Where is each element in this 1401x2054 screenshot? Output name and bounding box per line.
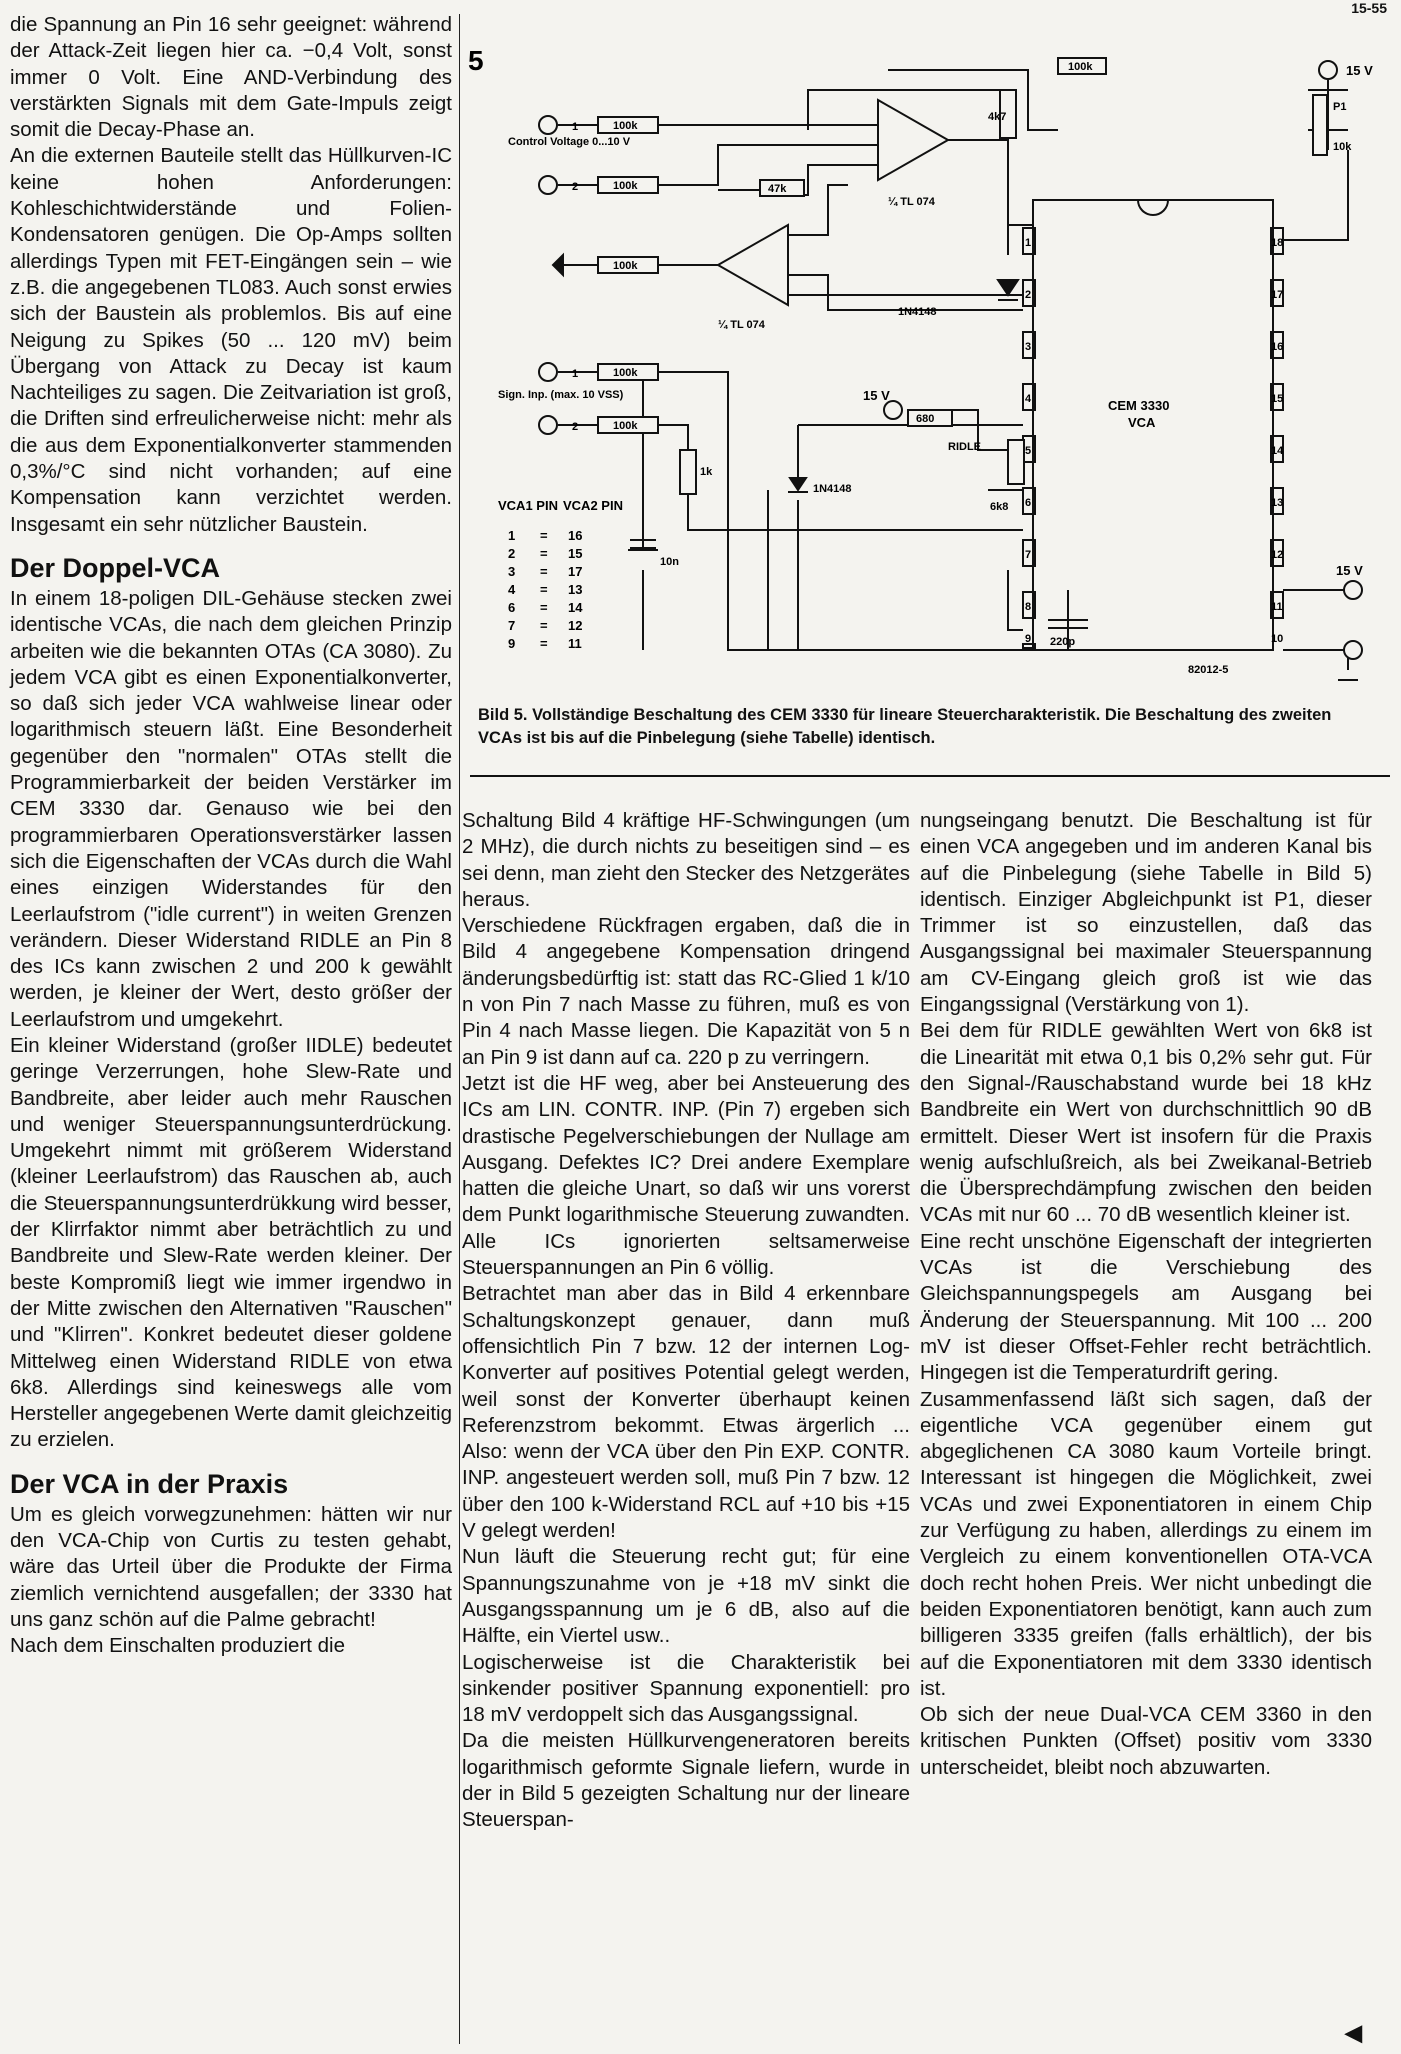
signal-input-label: Sign. Inp. (max. 10 VSS) bbox=[498, 389, 624, 401]
sig-2-label: 2 bbox=[572, 421, 579, 433]
circuit-figure bbox=[468, 10, 1388, 790]
end-mark-icon: ◀ bbox=[1345, 2020, 1362, 2045]
supply-right-label: 15 V bbox=[1336, 563, 1363, 578]
page-number: 15-55 bbox=[1351, 0, 1387, 16]
capacitor-label: 10n bbox=[660, 556, 679, 568]
control-voltage-label: Control Voltage 0...10 V bbox=[508, 136, 631, 148]
pin-number: 16 bbox=[1271, 341, 1284, 353]
paragraph: Da die meisten Hüllkurvengeneratoren bereits logarithmisch geformte Signale liefern, wurde in der in Bild 5 gezeigten Schaltung nur der lineare Steuerspan- bbox=[462, 1729, 910, 1832]
resistor-label: 100k bbox=[613, 420, 638, 432]
pin-number: 1 bbox=[1025, 237, 1032, 249]
section-heading: Der Doppel-VCA bbox=[10, 552, 221, 583]
opamp-2-label: ¼ TL 074 bbox=[718, 319, 765, 331]
pin-table-cell: 6 bbox=[508, 600, 516, 615]
paragraph: Schaltung Bild 4 kräftige HF-Schwingungen (um 2 MHz), die durch nichts zu beseitigen sind – es sei denn, man zieht den Stecker des Netzgerätes heraus. bbox=[462, 809, 910, 911]
pin-number: 18 bbox=[1271, 237, 1284, 249]
pin-table-cell: = bbox=[540, 582, 548, 597]
pin-number: 15 bbox=[1271, 393, 1284, 405]
paragraph: In einem 18-poligen DIL-Gehäuse stecken zwei identische VCAs, die nach dem gleichen Prinzip arbeiten wie die bekannten OTAs (CA 3080). Zu jedem VCA gibt es einen Exponentialkonverter, so daß sich jeder VCA wahlweise linear oder logarithmisch steuern läßt. Eine Besonderheit gegenüber den "normalen" OTAs stellt die Programmierbarkeit der beiden Verstärker im CEM 3330 dar. Genauso wie bei den programmierbaren Operationsverstärker lassen sich die Eigenschaften der VCAs durch die Wahl eines einzigen Widerstandes für den Leerlaufstrom ("idle current") in weiten Grenzen verändern. Dieser Widerstand RIDLE an Pin 8 des ICs kann zwischen 2 und 200 k gewählt werden, je kleiner der Wert, desto größer der Leerlaufstrom und umgekehrt. bbox=[10, 586, 452, 1031]
pin-table-cell: = bbox=[540, 600, 548, 615]
ridle-value: 6k8 bbox=[990, 501, 1009, 513]
pin-number: 8 bbox=[1025, 601, 1032, 613]
input-labels bbox=[572, 121, 578, 433]
figure-rule bbox=[470, 775, 1390, 777]
supply-mid-label: 15 V bbox=[863, 388, 890, 403]
chip-sub: VCA bbox=[1128, 415, 1156, 430]
pin-table-cell: 2 bbox=[508, 546, 516, 561]
pin-table-cell: 14 bbox=[568, 600, 583, 615]
section-heading: Der VCA in der Praxis bbox=[10, 1468, 289, 1499]
sig-1-label: 1 bbox=[572, 368, 579, 380]
pin-number: 7 bbox=[1025, 549, 1032, 561]
input-2-label: 2 bbox=[572, 181, 579, 193]
paragraph: die Spannung an Pin 16 sehr geeignet: während der Attack-Zeit liegen hier ca. −0,4 Volt, sonst immer 0 Volt. Eine AND-Verbindung des verstärkten Signals mit dem Gate-Impuls zeigt somit die Decay-Phase an. bbox=[10, 13, 452, 142]
pin-table-cell: = bbox=[540, 528, 548, 543]
resistor-label: 1k bbox=[700, 466, 713, 478]
paragraph: Ob sich der neue Dual-VCA CEM 3360 in den kritischen Punkten (Offset) positiv vom 3330 unterscheidet, bleibt noch abzuwarten. bbox=[920, 1703, 1372, 1779]
resistor-label: 47k bbox=[768, 183, 787, 195]
pin-table-cell: 13 bbox=[568, 582, 583, 597]
figure-number: 5 bbox=[468, 45, 484, 76]
paragraph: nungseingang benutzt. Die Beschaltung ist für einen VCA angegeben und im anderen Kanal bis auf die Pinbelegung (siehe Tabelle in Bild 5) identisch. Einziger Abgleichpunkt ist P1, dieser Trimmer ist so einzustellen, daß das Ausgangssignal bei maximaler Steuerspannung am CV-Eingang gleich groß ist wie das Eingangssignal (Verstärkung von 1). bbox=[920, 809, 1372, 1017]
column-3 bbox=[920, 808, 1372, 1781]
resistor-label: 100k bbox=[1068, 61, 1093, 73]
pin-number: 11 bbox=[1271, 601, 1283, 613]
pin-number: 13 bbox=[1271, 497, 1284, 509]
figure-caption: Bild 5. Vollständige Beschaltung des CEM 3330 für lineare Steuercharakteristik. Die Beschaltung des zweiten VCAs ist bis auf die Pinbelegung (siehe Tabelle) identisch. bbox=[478, 706, 1332, 747]
pin-table-cell: 4 bbox=[508, 582, 516, 597]
pin-table-cell: = bbox=[540, 546, 548, 561]
pin-table-head-1: VCA1 PIN bbox=[498, 498, 558, 513]
figure-code: 82012-5 bbox=[1188, 664, 1229, 676]
column-2 bbox=[462, 808, 910, 1834]
paragraph: Nun läuft die Steuerung recht gut; für eine Spannungszunahme von je +18 mV sinkt die Ausgangsspannung um je 6 dB, also auf die Hälfte, ein Viertel usw.. bbox=[462, 1545, 910, 1648]
column-divider bbox=[459, 14, 460, 2044]
paragraph: Nach dem Einschalten produziert die bbox=[10, 1634, 346, 1658]
paragraph: Ein kleiner Widerstand (großer IIDLE) bedeutet geringe Verzerrungen, hohe Slew-Rate und Bandbreite, aber leider auch mehr Rauschen und weniger Steuerspannungsunterdrückung. Umgekehrt nimmt mit größerem Widerstand (kleiner Leerlaufstrom) das Rauschen ab, auch die Steuerspannungsunterdrükkung wird besser, der Klirrfaktor nimmt aber beträchtlich zu und Bandbreite und Slew-Rate werden kleiner. Der beste Kompromiß liegt wie immer irgendwo in der Mitte zwischen den Alternativen "Rauschen" und "Klirren". Konkret bedeutet dieser goldene Mittelweg einen Widerstand RIDLE von etwa 6k8. Allerdings sind keineswegs alle vom Hersteller angegebenen Werte damit gleichzeitig zu erzielen. bbox=[10, 1033, 452, 1452]
diode-2-label: 1N4148 bbox=[813, 483, 852, 495]
pin-number: 9 bbox=[1025, 633, 1032, 645]
pin-number: 17 bbox=[1271, 289, 1284, 301]
pin-table bbox=[498, 498, 623, 651]
pin-number: 4 bbox=[1025, 393, 1032, 405]
paragraph: Zusammenfassend läßt sich sagen, daß der eigentliche VCA gegenüber einem gut abgeglichenen CA 3080 kaum Vorteile bringt. Interessant ist hingegen die Möglichkeit, zwei VCAs und zwei Exponentiatoren in einem Chip zur Verfügung zu haben, allerdings zu einem im Vergleich zu einem konventionellen OTA-VCA doch recht hohen Preis. Wer nicht unbedingt die beiden Exponentiatoren benötigt, kann auch zum billigeren 3335 greifen (falls erhältlich), der bis auf die Exponentiatoren mit dem 3330 identisch ist. bbox=[920, 1387, 1372, 1700]
schematic bbox=[468, 10, 1388, 700]
resistor-label: 100k bbox=[613, 180, 638, 192]
trimmer-label: P1 bbox=[1333, 101, 1347, 113]
pin-table-cell: 7 bbox=[508, 618, 516, 633]
pin-table-cell: 9 bbox=[508, 636, 516, 651]
pin-number: 5 bbox=[1025, 445, 1032, 457]
paragraph: Bei dem für RIDLE gewählten Wert von 6k8 ist die Linearität mit etwa 0,1 bis 0,2% sehr gut. Für den Signal-/Rauschabstand wurde bei 18 kHz Bandbreite ein Wert von durchschnittlich 90 dB ermittelt. Dieser Wert ist insofern für die Praxis wenig aufschlußreich, als bei Zweikanal-Betrieb die Übersprechdämpfung zwischen den beiden VCAs mit nur 60 ... 70 dB wesentlich kleiner ist. bbox=[920, 1019, 1372, 1227]
pin-table-cell: = bbox=[540, 564, 548, 579]
resistor-label: 100k bbox=[613, 367, 638, 379]
trimmer-value: 10k bbox=[1333, 141, 1352, 153]
paragraph: Um es gleich vorwegzunehmen: hätten wir nur den VCA-Chip von Curtis zu testen gehabt, wäre das Urteil über die Produkte der Firma ziemlich vernichtend ausgefallen; der 3330 hat uns ganz schön auf die Palme gebracht! bbox=[10, 1502, 452, 1631]
paragraph: Jetzt ist die HF weg, aber bei Ansteuerung des ICs am LIN. CONTR. INP. (Pin 7) ergeben sich drastische Pegelverschiebungen der Nullage am Ausgang. Defektes IC? Drei andere Exemplare hatten die gleiche Unart, so daß wir uns vorerst dem Punkt logarithmische Steuerung zuwandten. Alle ICs ignorierten seltsamerweise Steuerspannungen an Pin 6 völlig. bbox=[462, 1071, 910, 1280]
paragraph: An die externen Bauteile stellt das Hüllkurven-IC keine hohen Anforderungen: Kohleschichtwiderstände und Folien-Kondensatoren genügen. Die Op-Amps sollten allerdings Typen mit FET-Eingängen sein – wie z.B. die angegebenen TL083. Auch sonst erwies sich der Baustein als problemlos. Bis auf eine Neigung zu Spikes (50 ... 120 mV) beim Übergang von Attack zu Decay ist kaum Nachteiliges zu sagen. Die Zeitvariation ist groß, die Driften sind erfreulicherweise nicht: mehr als die aus dem Exponentialkonverter stammenden 0,3%/°C sind nicht vorhanden; auf eine Kompensation kann verzichtet werden. Insgesamt ein sehr nützlicher Baustein. bbox=[10, 144, 452, 536]
pin-table-cell: 1 bbox=[508, 528, 516, 543]
chip-name: CEM 3330 bbox=[1108, 398, 1170, 413]
paragraph: Eine recht unschöne Eigenschaft der integrierten VCAs ist die Verschiebung des Gleichspannungspegels am Ausgang bei Änderung der Steuerspannung. Mit 100 ... 200 mV ist dieser Offset-Fehler recht beträchtlich. Hingegen ist die Temperaturdrift gering. bbox=[920, 1229, 1372, 1385]
column-1 bbox=[10, 12, 452, 1660]
input-1-label: 1 bbox=[572, 121, 579, 133]
opamp-2-symbol bbox=[718, 225, 788, 305]
pin-table-cell: 17 bbox=[568, 564, 583, 579]
diode-1-label: 1N4148 bbox=[898, 306, 937, 318]
paragraph: Logischerweise ist die Charakteristik bei sinkender positiver Spannung exponentiell: pro 18 mV verdoppelt sich das Ausgangssignal. bbox=[462, 1650, 910, 1727]
supply-top-label: 15 V bbox=[1346, 63, 1373, 78]
pin-number: 6 bbox=[1025, 497, 1032, 509]
pin-number: 3 bbox=[1025, 341, 1032, 353]
pin-number: 14 bbox=[1271, 445, 1284, 457]
resistor-label: 100k bbox=[613, 260, 638, 272]
pin-number: 2 bbox=[1025, 289, 1032, 301]
resistor-label: 4k7 bbox=[988, 111, 1007, 123]
pin-table-cell: = bbox=[540, 636, 548, 651]
pin-table-cell: = bbox=[540, 618, 548, 633]
ridle-label: RIDLE bbox=[948, 441, 981, 453]
pin-table-cell: 11 bbox=[568, 636, 582, 651]
pin-table-cell: 15 bbox=[568, 546, 583, 561]
pin-table-cell: 12 bbox=[568, 618, 583, 633]
opamp-1-symbol bbox=[878, 100, 948, 180]
paragraph: Betrachtet man aber das in Bild 4 erkennbare Schaltungskonzept genauer, dann muß offensichtlich Pin 7 bzw. 12 der internen Log-Konverter auf positives Potential gelegt werden, weil sonst der Konverter überhaupt keinen Referenzstrom bekommt. Etwas ärgerlich ... Also: wenn der VCA über den Pin EXP. CONTR. INP. angesteuert werden soll, muß Pin 7 bzw. 12 über den 100 k-Widerstand RCL auf +10 bis +15 V gelegt werden! bbox=[462, 1282, 910, 1543]
resistor-label: 680 bbox=[916, 413, 935, 425]
paragraph: Verschiedene Rückfragen ergaben, daß die in Bild 4 angegebene Kompensation dringend änderungsbedürftig ist: statt das RC-Glied 1 k/10 n von Pin 7 nach Masse zu führen, muß es von Pin 4 nach Masse liegen. Die Kapazität von 5 n an Pin 9 ist dann auf ca. 220 p zu verringern. bbox=[462, 914, 910, 1069]
pin-table-cell: 3 bbox=[508, 564, 516, 579]
pin-number: 12 bbox=[1271, 549, 1284, 561]
pin-table-head-2: VCA2 PIN bbox=[563, 498, 623, 513]
left-pin-numbers bbox=[1025, 237, 1032, 645]
pin-table-cell: 16 bbox=[568, 528, 583, 543]
resistor-label: 100k bbox=[613, 120, 638, 132]
pin-number: 10 bbox=[1271, 633, 1284, 645]
opamp-1-label: ¼ TL 074 bbox=[888, 196, 935, 208]
ic-notch bbox=[1138, 200, 1168, 215]
capacitor-label: 220p bbox=[1050, 636, 1076, 648]
